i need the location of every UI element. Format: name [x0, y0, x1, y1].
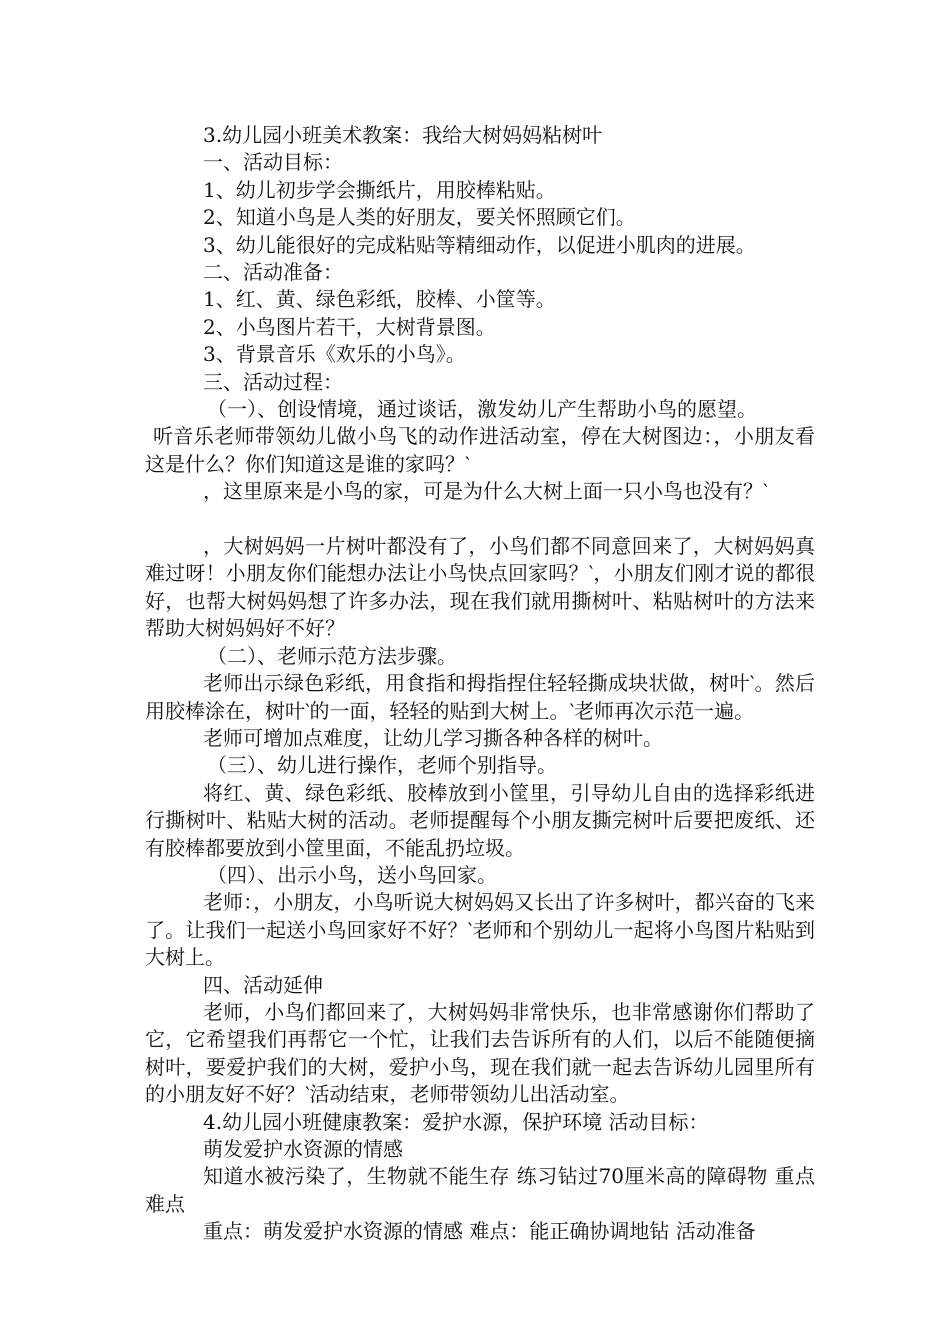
process-step-heading: （一）、创设情境，通过谈话，激发幼儿产生帮助小鸟的愿望。 [207, 397, 757, 422]
body-paragraph: 萌发爱护水资源的情感 [203, 1137, 403, 1162]
section-title: 4.幼儿园小班健康教案：爱护水源，保护环境 活动目标： [203, 1109, 709, 1134]
preparation-item: 2、小鸟图片若干，大树背景图。 [203, 314, 496, 339]
paragraph-spacer [145, 506, 815, 533]
preparation-item: 3、背景音乐《欢乐的小鸟》。 [203, 342, 466, 367]
body-paragraph: 听音乐老师带领幼儿做小鸟飞的动作进活动室，停在大树图边：，小朋友看这是什么？你们知道这是谁的家吗？‵ [145, 424, 815, 476]
heading-preparation: 二、活动准备： [203, 260, 343, 285]
heading-objectives: 一、活动目标： [203, 150, 343, 175]
section-title: 3.幼儿园小班美术教案：我给大树妈妈粘树叶 [203, 123, 603, 147]
body-paragraph: 老师可增加点难度，让幼儿学习撕各种各样的树叶。 [203, 725, 663, 750]
heading-extension: 四、活动延伸 [203, 972, 323, 997]
process-step-heading: （二）、老师示范方法步骤。 [207, 643, 457, 668]
preparation-item: 1、红、黄、绿色彩纸，胶棒、小筐等。 [203, 287, 556, 312]
process-step-heading: （四）、出示小鸟，送小鸟回家。 [207, 862, 497, 887]
body-paragraph: 老师：，小朋友，小鸟听说大树妈妈又长出了许多树叶，都兴奋的飞来了。让我们一起送小鸟回家好不好？‵老师和个别幼儿一起将小鸟图片粘贴到大树上。 [145, 890, 815, 970]
document-body [145, 122, 815, 1246]
body-paragraph: 老师，小鸟们都回来了，大树妈妈非常快乐，也非常感谢你们帮助了它，它希望我们再帮它一个忙，让我们去告诉所有的人们，以后不能随便摘树叶，要爱护我们的大树，爱护小鸟，现在我们就一起去告诉幼儿园里所有的小朋友好不好？‵活动结束，老师带领幼儿出活动室。 [145, 999, 815, 1107]
body-paragraph: 将红、黄、绿色彩纸、胶棒放到小筐里，引导幼儿自由的选择彩纸进行撕树叶、粘贴大树的活动。老师提醒每个小朋友撕完树叶后要把废纸、还有胶棒都要放到小筐里面，不能乱扔垃圾。 [145, 780, 815, 860]
body-paragraph: ，这里原来是小鸟的家，可是为什么大树上面一只小鸟也没有？‵ [203, 479, 768, 504]
body-paragraph: 老师出示绿色彩纸，用食指和拇指捏住轻轻撕成块状做，树叶‵。然后用胶棒涂在，树叶‵的一面，轻轻的贴到大树上。‵老师再次示范一遍。 [145, 671, 815, 723]
body-paragraph: ，大树妈妈一片树叶都没有了，小鸟们都不同意回来了，大树妈妈真难过呀！小朋友你们能想办法让小鸟快点回家吗？‵，小朋友们刚才说的都很好，也帮大树妈妈想了许多办法，现在我们就用撕树叶、粘贴树叶的方法来帮助大树妈妈好不好？ [145, 534, 815, 641]
process-step-heading: （三）、幼儿进行操作，老师个别指导。 [207, 753, 557, 778]
heading-process: 三、活动过程： [203, 369, 343, 394]
objective-item: 2、知道小鸟是人类的好朋友，要关怀照顾它们。 [203, 205, 636, 230]
objective-item: 1、幼儿初步学会撕纸片，用胶棒粘贴。 [203, 177, 556, 202]
objective-item: 3、幼儿能很好的完成粘贴等精细动作，以促进小肌肉的进展。 [203, 232, 756, 257]
body-paragraph: 重点：萌发爱护水资源的情感 难点：能正确协调地钻 活动准备 [203, 1219, 756, 1244]
body-paragraph: 知道水被污染了，生物就不能生存 练习钻过70厘米高的障碍物 重点难点 [145, 1164, 815, 1216]
